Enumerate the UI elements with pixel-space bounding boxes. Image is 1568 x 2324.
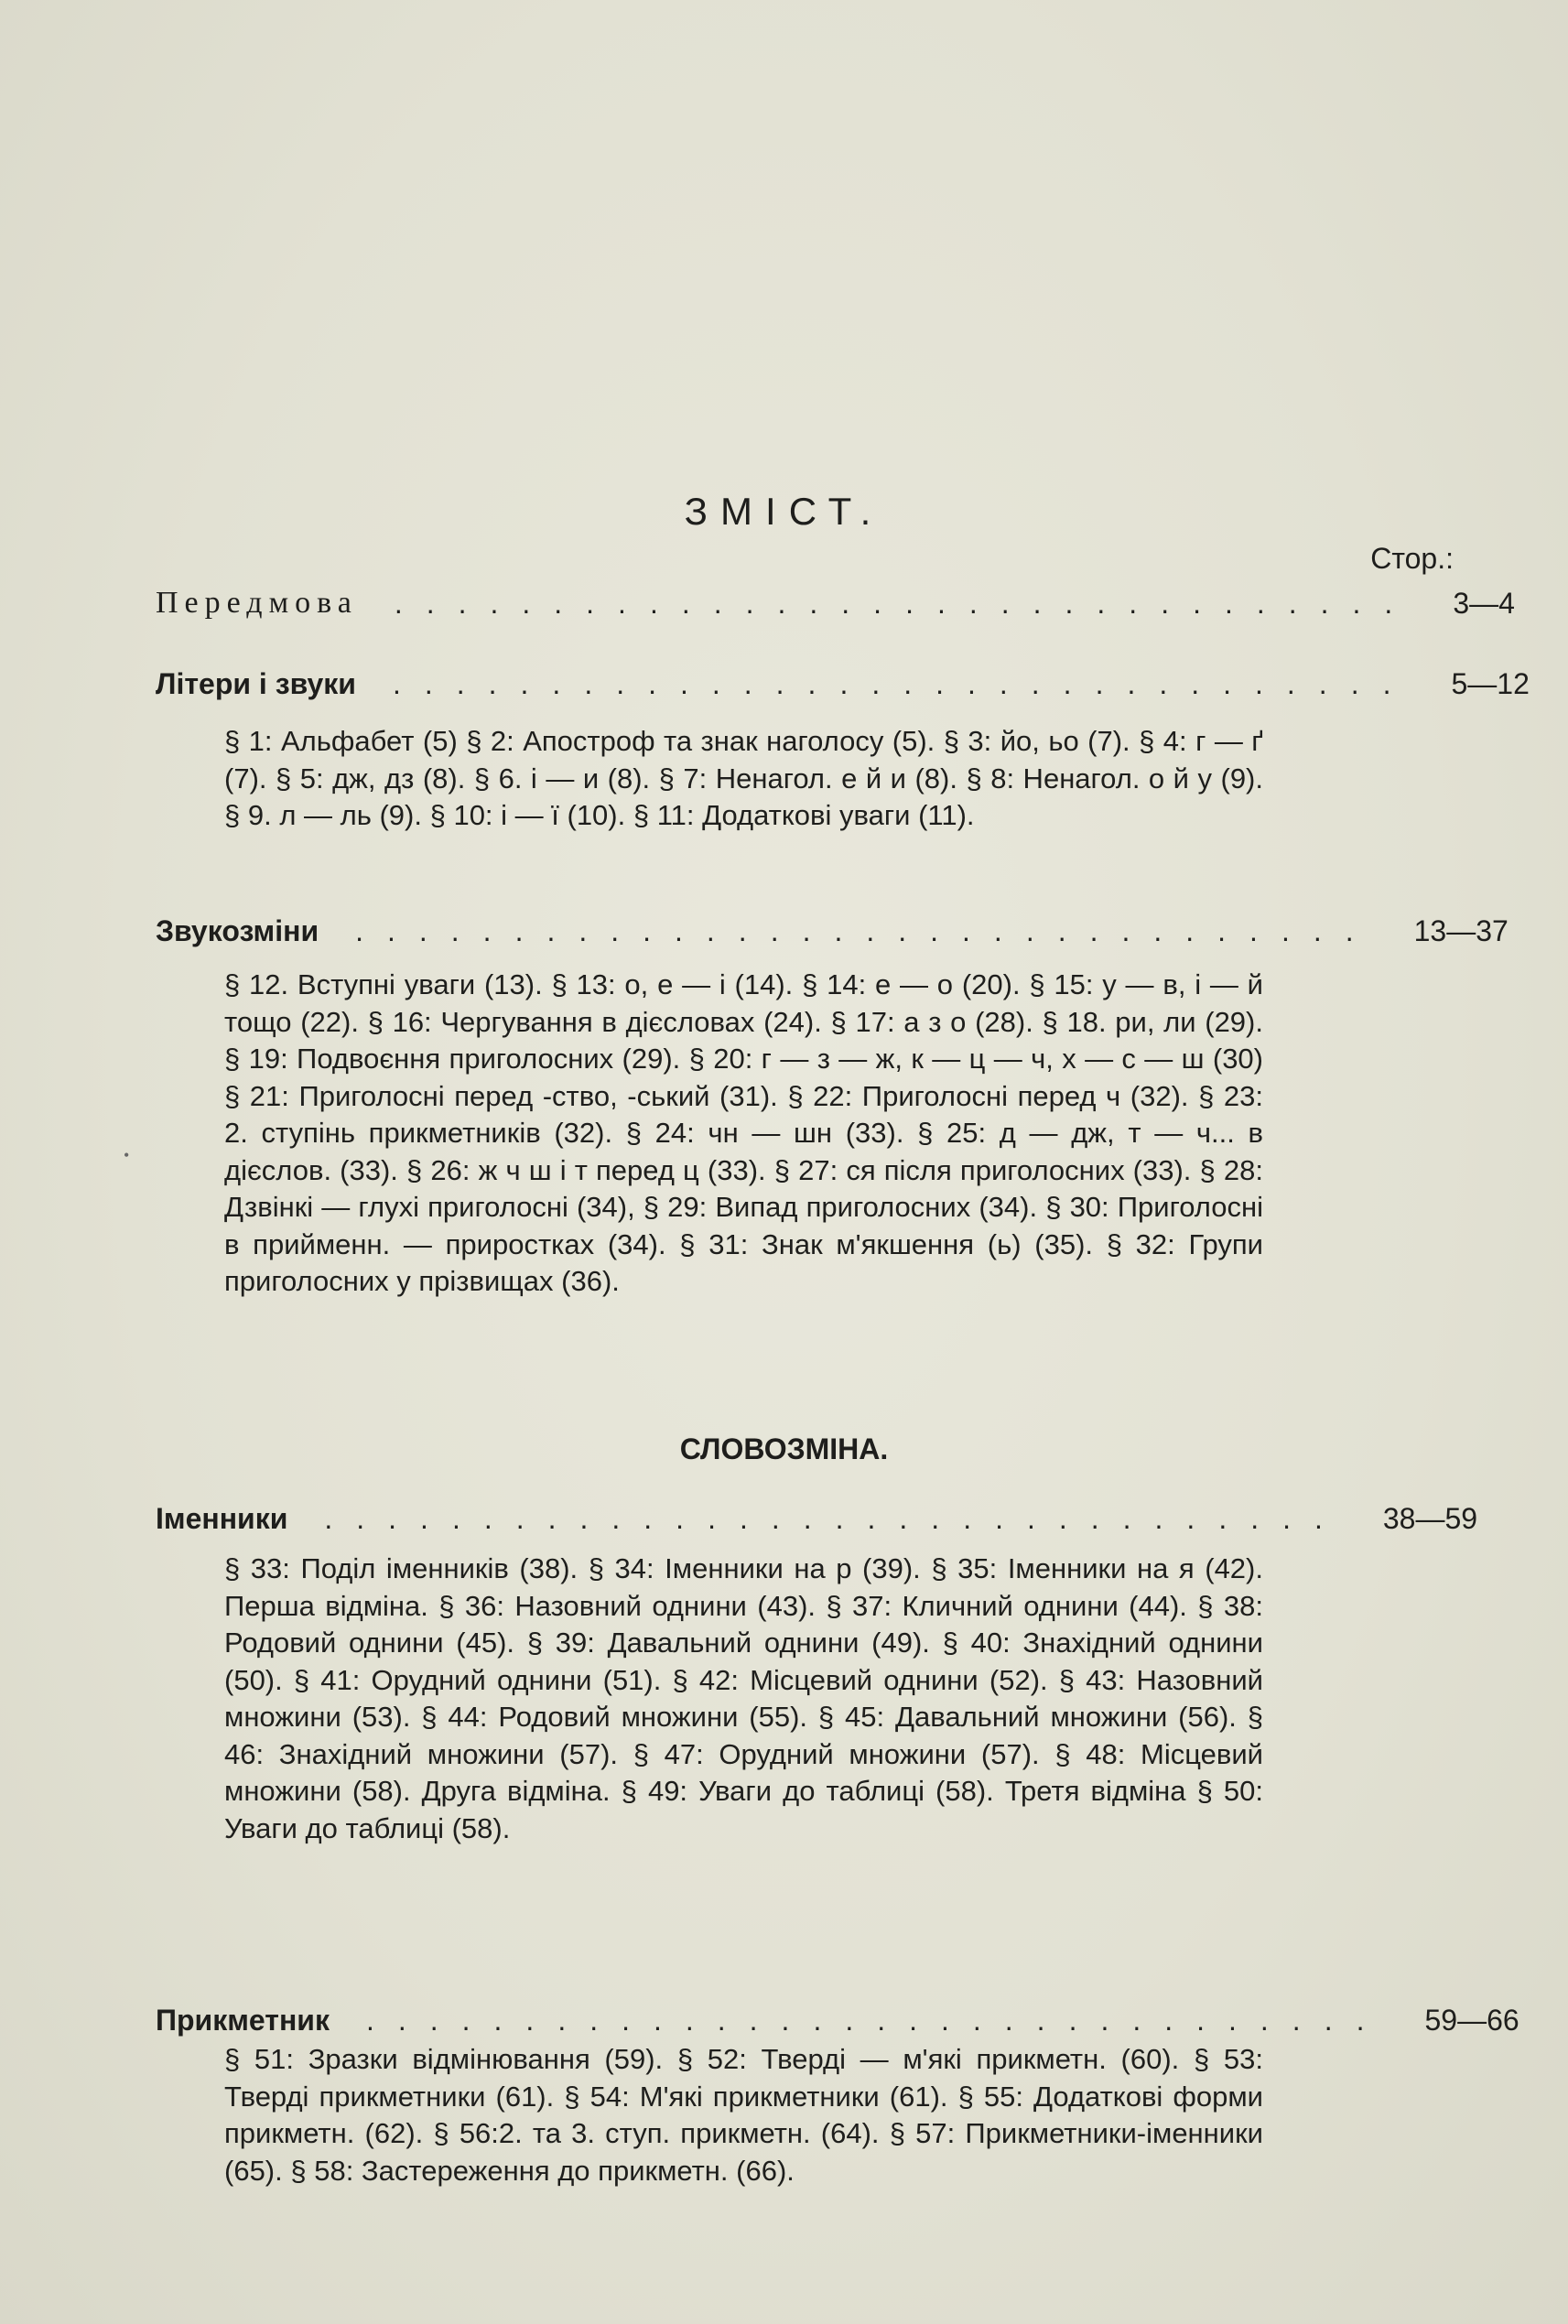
page-title: ЗМІСТ.	[684, 490, 884, 533]
toc-entry-pages: 3—4	[1453, 587, 1515, 620]
toc-entry-title: Прикметник	[156, 2004, 330, 2037]
leader-dots: ................................	[355, 914, 1378, 947]
toc-entry-description: § 12. Вступні уваги (13). § 13: о, е — і (14). § 14: е — о (20). § 15: у — в, і — й тощо (22). § 16: Чергування в дієсловах (24). § 17: а з о (28). § 18. ри, ли (29). § 19: Подвоєння приголосних (29). § 20: г — з — ж, к — ц — ч, х — с — ш (30) § 21: Приголосні перед -ство, -ський (31). § 22: Приголосні перед ч (32). § 23: 2. ступінь прикметників (32). § 24: чн — шн (33). § 25: д — дж, т — ч... в дієслов. (33). § 26: ж ч ш і т перед ц (33). § 27: ся після приголосних (33). § 28: Дзвінкі — глухі приголосні (34), § 29: Випад приголосних (34). § 30: Приголосні в прийменн. — приростках (34). § 31: Знак м'якшення (ь) (35). § 32: Групи приголосних у прізвищах (36).	[224, 968, 1263, 1297]
toc-entry-pages: 5—12	[1451, 667, 1530, 700]
speck-mark: •	[124, 1146, 130, 1164]
toc-entry-nouns	[156, 1496, 1478, 1536]
toc-entry-sound-changes	[156, 908, 1509, 948]
toc-entry-description: § 1: Альфабет (5) § 2: Апостроф та знак наголосу (5). § 3: йо, ьо (7). § 4: г — ґ (7). § 5: дж, дз (8). § 6. і — и (8). § 7: Ненагол. е й и (8). § 8: Ненагол. о й у (9). § 9. л — ль (9). § 10: і — ї (10). § 11: Додаткові уваги (11).	[224, 725, 1263, 831]
toc-entry-letters-sounds	[156, 661, 1530, 701]
toc-entry-pages: 13—37	[1413, 914, 1509, 947]
leader-dots: ................................	[365, 2004, 1389, 2037]
leader-dots: ................................	[324, 1502, 1346, 1535]
toc-entry-pages: 59—66	[1424, 2004, 1519, 2037]
toc-entry-title: Звукозміни	[156, 914, 319, 947]
toc-entry-title: Передмова	[156, 586, 358, 620]
leader-dots: ................................	[394, 587, 1417, 620]
toc-entry-title: Іменники	[156, 1502, 288, 1535]
section-heading: СЛОВОЗМІНА.	[679, 1432, 889, 1465]
toc-entry-preface	[156, 580, 1515, 621]
leader-dots: ................................	[392, 667, 1415, 700]
toc-entry-adjective	[156, 1997, 1519, 2038]
toc-entry-description: § 51: Зразки відмінювання (59). § 52: Тверді — м'які прикметн. (60). § 53: Тверді прикметники (61). § 54: М'які прикметники (61). § 55: Додаткові форми прикметн. (62). § 56:2. та 3. ступ. прикметн. (64). § 57: Прикметники-іменники (65). § 58: Застереження до прикметн. (66).	[224, 2043, 1263, 2187]
toc-entry-pages: 38—59	[1382, 1502, 1478, 1535]
toc-entry-title: Літери і звуки	[156, 667, 356, 700]
toc-entry-description: § 33: Поділ іменників (38). § 34: Іменники на р (39). § 35: Іменники на я (42). Перша відміна. § 36: Назовний однини (43). § 37: Кличний однини (44). § 38: Родовий однини (45). § 39: Давальний однини (49). § 40: Знахідний однини (50). § 41: Орудний однини (51). § 42: Місцевий однини (52). § 43: Назовний множини (53). § 44: Родовий множини (55). § 45: Давальний множини (56). § 46: Знахідний множини (57). § 47: Орудний множини (57). § 48: Місцевий множини (58). Друга відміна. § 49: Уваги до таблиці (58). Третя відміна § 50: Уваги до таблиці (58).	[224, 1552, 1263, 1844]
page-column-label: Стор.:	[1370, 542, 1454, 575]
